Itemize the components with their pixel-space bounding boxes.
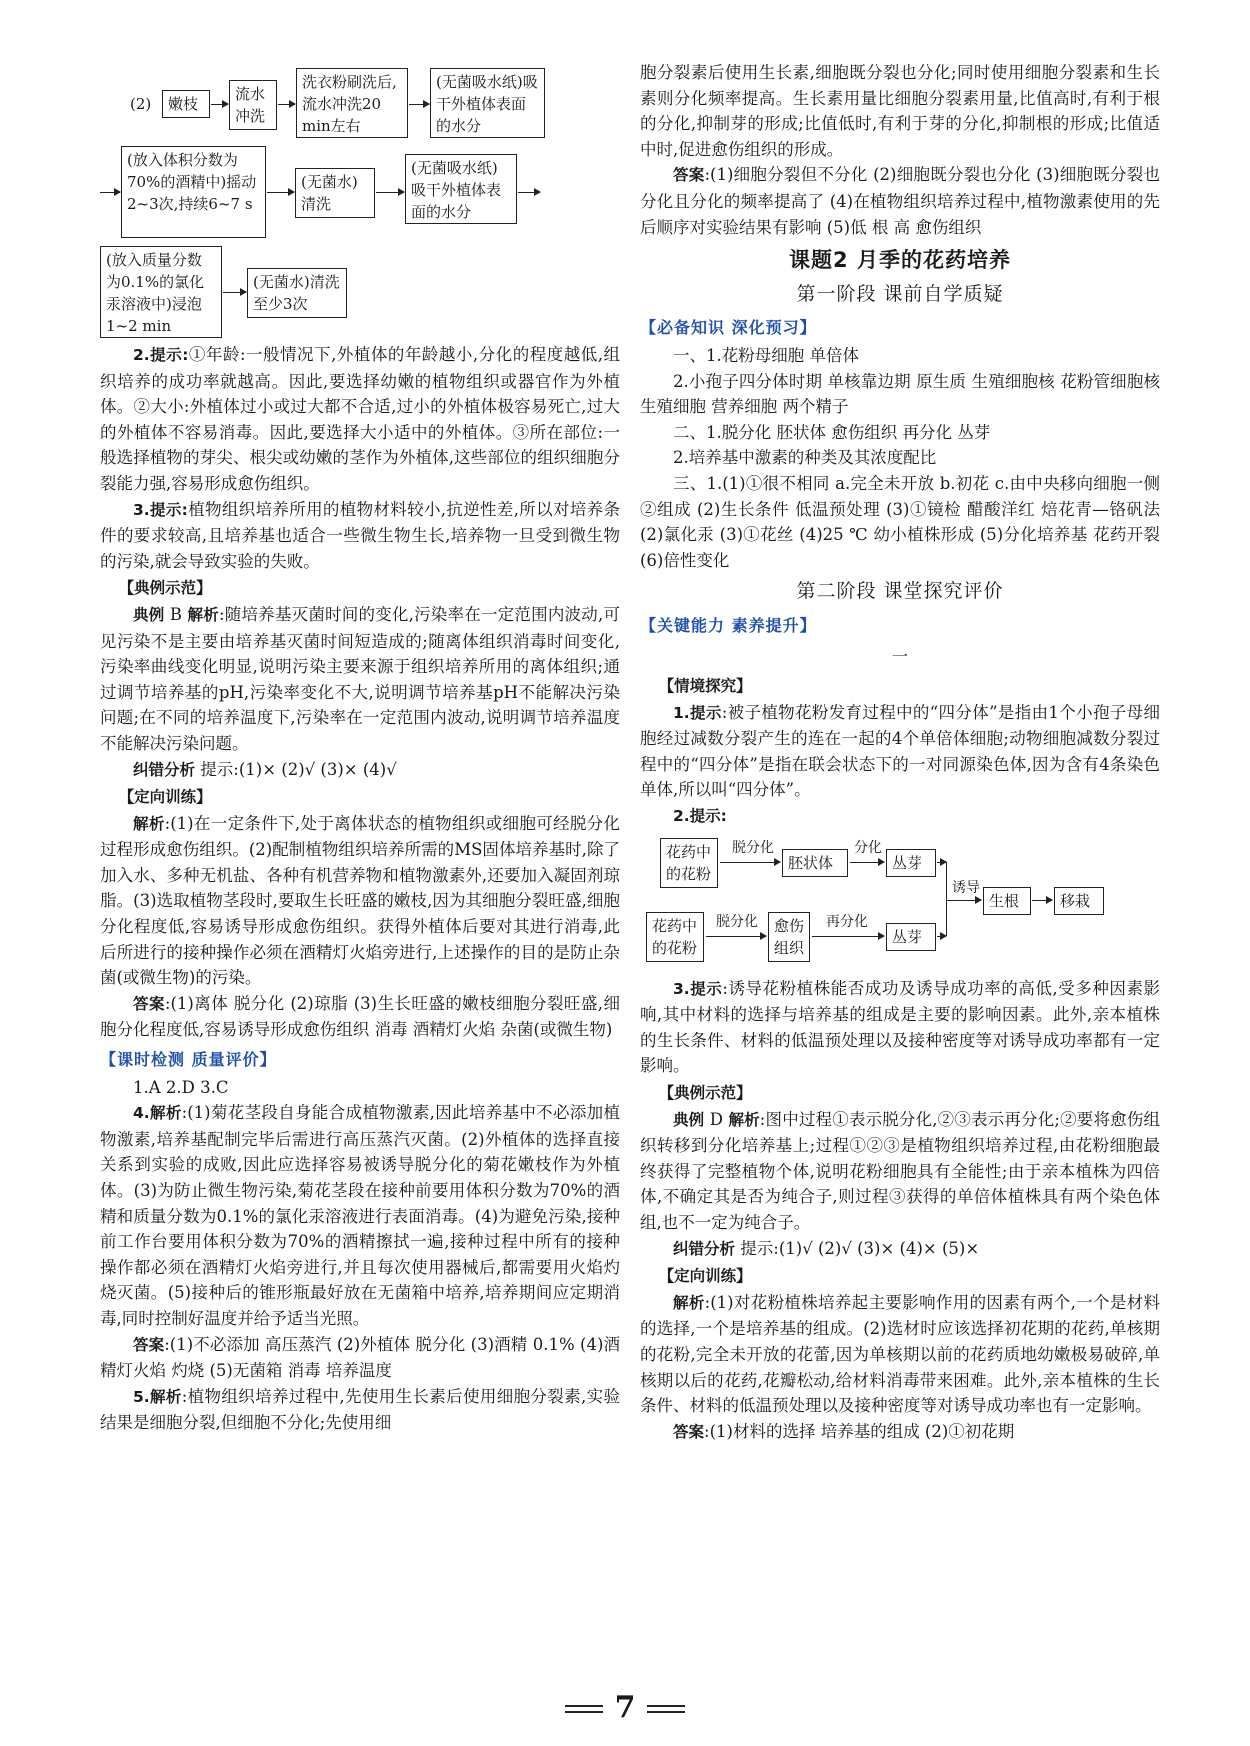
section-scenario: 【情境探究】: [658, 677, 752, 696]
flow-box-rinse-3: (无菌水)清洗至少3次: [247, 268, 347, 318]
flow-box-water: (无菌水)清洗: [295, 168, 375, 218]
footer-rule-right: [647, 1705, 685, 1713]
paragraph-scenario-tip3: 3.提示:诱导花粉植株能否成功及诱导成功率的高低,受多种因素影响,其中材料的选择与培养基的组成是主要的影响因素。此外,亲本植株的生长条件、材料的低温预处理以及接种密度等对诱导成功率都有一定影响。: [640, 978, 1160, 1076]
diagram-top-shoots: 丛芽: [886, 849, 936, 877]
flow-arrow: [376, 192, 404, 193]
paragraph-error-analysis: 纠错分析 提示:(1)× (2)√ (3)× (4)√: [133, 759, 397, 779]
paragraph-directed-answer: 答案:(1)离体 脱分化 (2)琼脂 (3)生长旺盛的嫩枝细胞分裂旺盛,细胞分化程度低,容易诱导形成愈伤组织 消毒 酒精灯火焰 杂菌(或微生物): [100, 993, 620, 1040]
diagram-transplant: 移栽: [1054, 887, 1104, 915]
flow-arrow: [518, 192, 540, 193]
paragraph-q5-analysis: 5.解析:植物组织培养过程中,先使用生长素后使用细胞分裂素,实验结果是细胞分裂,但细胞不分化;先使用细: [100, 1386, 620, 1433]
right-column: [640, 60, 1160, 1445]
diagram-label-induce: 诱导: [952, 879, 980, 896]
knowledge-line-3: 二、1.脱分化 胚状体 愈伤组织 再分化 丛芽: [673, 422, 991, 442]
section-tag-key-ability: 【关键能力 素养提升】: [640, 615, 817, 635]
paragraph-directed-analysis-2: 解析:(1)对花粉植株培养起主要影响作用的因素有两个,一个是材料的选择,一个是培养基的组成。(2)选材时应该选择初花期的花药,单核期的花粉,完全未开放的花蕾,因为单核期以前的花药质地幼嫩极易破碎,单核期以后的花药,花瓣松动,给材料消毒带来困难。此外,亲本植株的生长条件、材料的低温预处理以及接种密度等对诱导成功率也有一定影响。: [640, 1292, 1160, 1416]
paragraph-directed-answer-2: 答案:(1)材料的选择 培养基的组成 (2)①初花期: [673, 1421, 1015, 1441]
section-number: 一: [891, 647, 908, 667]
flow-arrow: [278, 104, 295, 105]
diagram-arrow: [1032, 900, 1052, 901]
section-directed-training-2: 【定向训练】: [658, 1267, 752, 1286]
flow-box-alcohol: (放入体积分数为70%的酒精中)摇动2~3次,持续6~7 s: [121, 146, 266, 238]
paragraph-tip2: 2.提示:①年龄:一般情况下,外植体的年龄越小,分化的程度越低,组织培养的成功率就越高。因此,要选择幼嫩的植物组织或器官作为外植体。②大小:外植体过小或过大都不合适,过小的外植体极容易死亡,过大的外植体不容易消毒。因此,要选择大小适中的外植体。③所在部位:一般选择植物的芽尖、根尖或幼嫩的茎作为外植体,这些部位的组织细胞分裂能力强,容易形成愈伤组织。: [100, 345, 620, 493]
flow-diagram-sterilize-2: [100, 142, 620, 242]
diagram-arrow: [706, 936, 766, 937]
diagram-bottom-pollen: 花药中的花粉: [646, 912, 704, 962]
flow-box-dry-2: (无菌吸水纸)吸干外植体表面的水分: [405, 154, 517, 224]
diagram-callus: 愈伤组织: [768, 912, 810, 962]
flow-arrow: [409, 104, 429, 105]
footer-rule-left: [565, 1705, 603, 1713]
diagram-top-pollen: 花药中的花粉: [660, 838, 718, 888]
diagram-rooting: 生根: [983, 887, 1031, 915]
diagram-label-dedifferentiation-2: 脱分化: [716, 913, 758, 930]
flow-box-nenzhi: 嫩枝: [162, 90, 210, 118]
page-number: 7: [614, 1690, 636, 1725]
flow-arrow: [100, 192, 120, 193]
lesson-title: 课题2 月季的花药培养: [789, 248, 1011, 273]
diagram-arrow: [947, 900, 981, 901]
diagram-label-differentiation: 分化: [854, 839, 882, 856]
paragraph-error-analysis-2: 纠错分析 提示:(1)√ (2)√ (3)× (4)× (5)×: [673, 1238, 980, 1258]
diagram-arrow: [720, 862, 780, 863]
flow-lead-label: (2): [130, 95, 152, 113]
paragraph-scenario-tip2: 2.提示:: [673, 807, 727, 826]
flow-box-mercury: (放入质量分数为0.1%的氯化汞溶液中)浸泡1~2 min: [100, 246, 222, 338]
page-footer: [0, 1690, 1250, 1725]
flow-arrow: [211, 104, 228, 105]
diagram-bottom-shoots: 丛芽: [886, 923, 936, 951]
diagram-embryoid: 胚状体: [782, 849, 848, 877]
section-tag-lesson-check: 【课时检测 质量评价】: [100, 1050, 277, 1070]
flow-arrow: [267, 192, 294, 193]
paragraph-directed-analysis: 解析:(1)在一定条件下,处于离体状态的植物组织或细胞可经脱分化过程形成愈伤组织。(2)配制植物组织培养所需的MS固体培养基时,除了加入水、多种无机盐、各种有机营养物和植物激素外,还要加入凝固剂琼脂。(3)选取植物茎段时,要取生长旺盛的嫩枝,因为其细胞分裂旺盛,细胞分化程度低,容易诱导形成愈伤组织。获得外植体后要对其进行消毒,此后所进行的接种操作必须在酒精灯火焰旁进行,上述操作的目的是防止杂菌(或微生物)的污染。: [100, 813, 620, 988]
diagram-label-dedifferentiation: 脱分化: [732, 839, 774, 856]
stage-two-heading: 第二阶段 课堂探究评价: [796, 580, 1004, 603]
flow-diagram-sterilize-3: [100, 242, 620, 342]
flow-diagram-sterilize-1: [100, 60, 620, 142]
knowledge-line-4: 2.培养基中激素的种类及其浓度配比: [673, 448, 937, 468]
paragraph-answers-1-3: 1.A 2.D 3.C: [133, 1077, 229, 1097]
paragraph-q5-answer: 答案:(1)细胞分裂但不分化 (2)细胞既分裂也分化 (3)细胞既分裂也分化且分化的频率提高了 (4)在植物组织培养过程中,植物激素使用的先后顺序对实验结果有影响 (5)低 根 高 愈伤组织: [640, 165, 1160, 237]
paragraph-example-2: 典例 D 解析:图中过程①表示脱分化,②③表示再分化;②要将愈伤组织转移到分化培养基上;过程①②③是植物组织培养过程,由花粉细胞最终获得了完整植物个体,说明花粉细胞具有全能性;由于亲本植株为四倍体,不确定其是否为纯合子,则过程③获得的单倍体植株具有两个染色体组,也不一定为纯合子。: [640, 1109, 1160, 1232]
diagram-merge-line: [946, 862, 947, 936]
knowledge-line-2: 2.小孢子四分体时期 单核靠边期 原生质 生殖细胞核 花粉管细胞核 生殖细胞 营养细胞 两个精子: [640, 371, 1160, 417]
section-example: 【典例示范】: [118, 579, 212, 598]
diagram-merge-bottom: [937, 936, 946, 937]
pollen-culture-diagram: [640, 834, 1160, 970]
paragraph-tip3: 3.提示:植物组织培养所用的植物材料较小,抗逆性差,所以对培养条件的要求较高,且培养基也适合一些微生物生长,培养物一旦受到微生物的污染,就会导致实验的失败。: [100, 499, 620, 571]
paragraph-q4-analysis: 4.解析:(1)菊花茎段自身能合成植物激素,因此培养基中不必添加植物激素,培养基配制完毕后需进行高压蒸汽灭菌。(2)外植体的选择直接关系到实验的成败,因此应选择容易被诱导脱分化的菊花嫩枝作为外植体。(3)为防止微生物污染,菊花茎段在接种前要用体积分数为70%的酒精和质量分数为0.1%的氯化汞溶液进行表面消毒。(4)为避免污染,接种前工作台要用体积分数为70%的酒精擦拭一遍,接种过程中所有的接种操作都必须在酒精灯火焰旁进行,并且每次使用器械后,都需要用火焰灼烧灭菌。(5)接种后的锥形瓶最好放在无菌箱中培养,培养期间应定期消毒,同时控制好温度并给予适当光照。: [100, 1103, 620, 1328]
diagram-label-redifferentiation: 再分化: [826, 913, 868, 930]
flow-box-dry: (无菌吸水纸)吸干外植体表面的水分: [430, 68, 545, 138]
paragraph-q4-answer: 答案:(1)不必添加 高压蒸汽 (2)外植体 脱分化 (3)酒精 0.1% (4)酒精灯火焰 灼烧 (5)无菌箱 消毒 培养温度: [100, 1334, 620, 1381]
section-tag-required-knowledge: 【必备知识 深化预习】: [640, 318, 817, 338]
flow-arrow: [223, 292, 246, 293]
section-example-2: 【典例示范】: [658, 1084, 752, 1102]
paragraph-example: 典例 B 解析:随培养基灭菌时间的变化,污染率在一定范围内波动,可见污染不是主要由培养基灭菌时间短造成的;随离体组织消毒时间变化,污染率曲线变化明显,说明污染主要来源于组织培养所用的离体组织;通过调节培养基的pH,污染率变化不大,说明调节培养基pH不能解决污染问题;在不同的培养温度下,污染率在一定范围内波动,说明调节培养温度不能解决污染问题。: [100, 604, 620, 753]
knowledge-line-5: 三、1.(1)①很不相同 a.完全未开放 b.初花 c.由中央移向细胞一侧 ②组成 (2)生长条件 低温预处理 (3)①镜检 醋酸洋红 焙花青—铬矾法 (2)氯化汞 (3)①花丝 (4)25 ℃ 幼小植株形成 (5)分化培养基 花药开裂 (6)倍性变化: [640, 473, 1160, 570]
left-column: [100, 60, 620, 1436]
flow-box-rinse: 流水冲洗: [229, 80, 277, 130]
diagram-arrow: [850, 862, 884, 863]
flow-box-detergent: 洗衣粉刷洗后,流水冲洗20 min左右: [296, 68, 408, 138]
diagram-merge-top: [937, 862, 946, 863]
section-directed-training: 【定向训练】: [118, 788, 212, 807]
paragraph-scenario-tip1: 1.提示:被子植物花粉发育过程中的“四分体”是指由1个小孢子母细胞经过减数分裂产生的连在一起的4个单倍体细胞;动物细胞减数分裂过程中的“四分体”是指在联会状态下的一对同源染色体,因为含有4条染色单体,所以叫“四分体”。: [640, 702, 1160, 800]
stage-one-heading: 第一阶段 课前自学质疑: [796, 282, 1004, 305]
knowledge-line-1: 一、1.花粉母细胞 单倍体: [673, 345, 859, 365]
paragraph-q5-continued: 胞分裂素后使用生长素,细胞既分裂也分化;同时使用细胞分裂素和生长素则分化频率提高。生长素用量比细胞分裂素用量,比值高时,有利于根的分化,抑制芽的形成;比值低时,有利于芽的分化,抑制根的形成;比值适中时,促进愈伤组织的形成。: [640, 63, 1160, 159]
diagram-arrow: [812, 936, 884, 937]
